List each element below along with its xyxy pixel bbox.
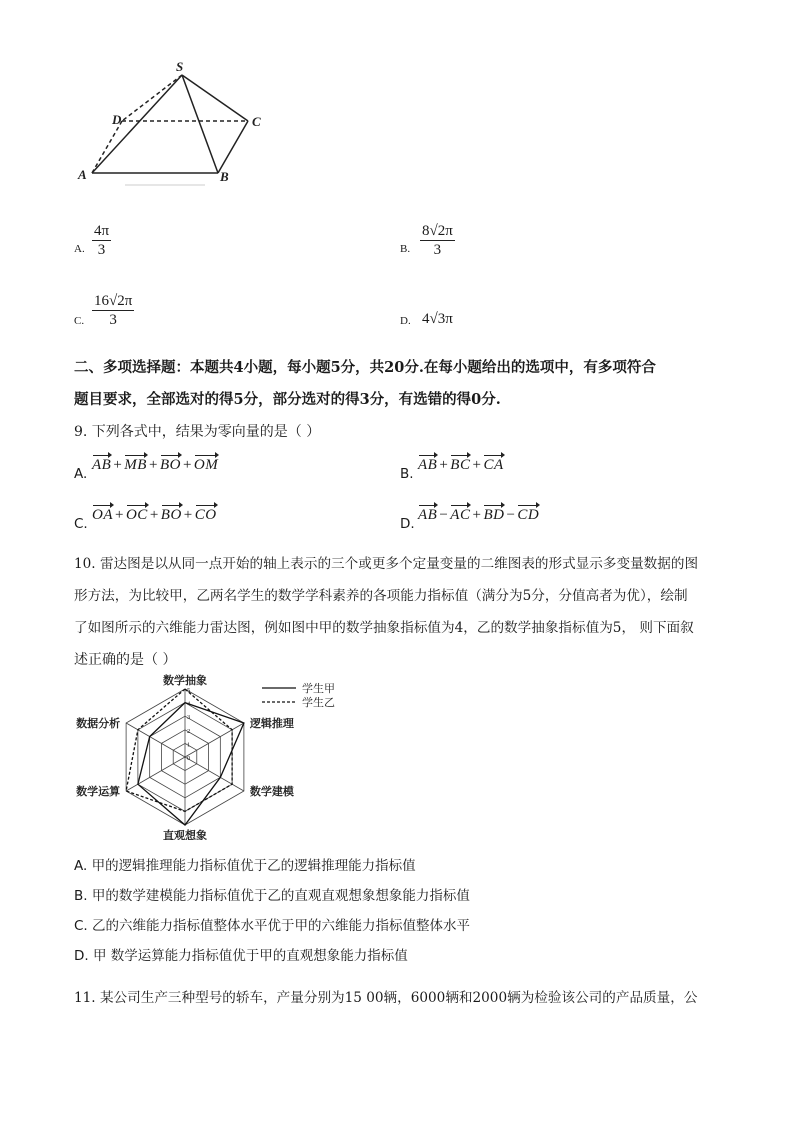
vector-term: CA xyxy=(483,454,503,474)
radar-tick-label: 4 xyxy=(187,700,191,708)
q8-option-a-denominator: 3 xyxy=(97,242,106,258)
vector-term: BD xyxy=(483,504,504,524)
q9-option-b-letter: B. xyxy=(400,466,414,482)
radar-grid xyxy=(126,689,244,825)
vertex-label-C: C xyxy=(252,114,261,129)
edge-SB xyxy=(182,75,218,173)
radar-tick-label: 5 xyxy=(187,687,191,694)
vector-term: CD xyxy=(517,504,539,524)
radar-legend-label: 学生乙 xyxy=(302,696,335,709)
edge-AD xyxy=(92,121,122,173)
q10-line3: 了如图所示的六维能力雷达图，例如图中甲的数学抽象指标值为4，乙的数学抽象指标值为5， 则下面叙 xyxy=(74,620,694,636)
vector-term: OC xyxy=(126,504,148,524)
radar-axis-label: 直观想象 xyxy=(163,829,207,840)
radar-axis-label: 数学抽象 xyxy=(163,674,207,687)
pyramid-figure xyxy=(70,55,290,195)
q8-option-b-numerator: 8√2π xyxy=(422,223,453,239)
q8-option-b-fraction xyxy=(420,222,455,259)
q8-option-c-denominator: 3 xyxy=(109,312,117,328)
radar-tick-label: 0 xyxy=(187,755,191,762)
vertex-label-A: A xyxy=(78,167,87,182)
section-2-heading-line1: 二、多项选择题：本题共4小题，每小题5分，共20分.在每小题给出的选项中，有多项符合 xyxy=(74,359,656,376)
vector-term: CO xyxy=(195,504,217,524)
q10-option-c: C. 乙的六维能力指标值整体水平优于甲的六维能力指标值整体水平 xyxy=(74,918,471,934)
vertex-label-S: S xyxy=(176,59,184,74)
q9-option-a-letter: A. xyxy=(74,466,88,482)
vector-term: BO xyxy=(160,454,181,474)
radar-tick-label: 3 xyxy=(187,714,191,722)
q9-option-d-expression: AB − AC + BD − CD xyxy=(418,504,539,524)
q8-option-c-fraction xyxy=(92,292,134,329)
edge-SA xyxy=(92,75,182,173)
q10-line1: 10. 雷达图是以从同一点开始的轴上表示的三个或更多个定量变量的二维图表的形式显示多变量数据的图 xyxy=(74,556,699,572)
radar-axis-line xyxy=(185,723,244,757)
radar-tick-label: 2 xyxy=(187,727,191,735)
q10-line2: 形方法，为比较甲，乙两名学生的数学学科素养的各项能力指标值（满分为5分，分值高者为优），绘制 xyxy=(74,588,688,604)
vector-term: MB xyxy=(124,454,147,474)
vertex-label-D: D xyxy=(112,112,122,127)
vector-term: AC xyxy=(450,504,470,524)
q8-option-d-letter: D. xyxy=(400,315,411,327)
q10-line4: 述正确的是（ ） xyxy=(74,652,177,668)
q8-option-d-expression: 4√3π xyxy=(422,311,453,327)
radar-legend xyxy=(262,681,335,709)
q10-option-a: A. 甲的逻辑推理能力指标值优于乙的逻辑推理能力指标值 xyxy=(74,858,416,874)
radar-tick-label: 1 xyxy=(187,741,191,749)
q9-option-c-expression: OA + OC + BO + CO xyxy=(92,504,217,524)
q8-option-a-letter: A. xyxy=(74,243,85,255)
vector-term: AB xyxy=(92,454,111,474)
q9-option-d-letter: D. xyxy=(400,516,415,532)
vector-term: BC xyxy=(450,454,470,474)
radar-axis-line xyxy=(126,757,185,791)
q9-option-a-expression: AB + MB + BO + OM xyxy=(92,454,218,474)
q8-option-a-fraction xyxy=(92,222,111,259)
vector-term: OM xyxy=(194,454,218,474)
q8-option-c-letter: C. xyxy=(74,315,85,327)
q8-option-a-numerator: 4π xyxy=(94,223,110,239)
q8-option-b-letter: B. xyxy=(400,243,411,255)
radar-tick-labels xyxy=(187,687,191,762)
vector-term: BO xyxy=(161,504,182,524)
vector-term: AB xyxy=(418,504,437,524)
vector-term: AB xyxy=(418,454,437,474)
q9-option-c-letter: C. xyxy=(74,516,88,532)
q8-option-b-denominator: 3 xyxy=(433,242,442,258)
edge-SD xyxy=(122,75,182,121)
radar-axis-line xyxy=(126,723,185,757)
q8-option-c-numerator: 16√2π xyxy=(94,293,133,309)
radar-axis-label: 数学运算 xyxy=(76,785,121,798)
radar-legend-label: 学生甲 xyxy=(302,682,335,695)
q11-line1: 11. 某公司生产三种型号的轿车，产量分别为15 00辆，6000辆和2000辆为检验该公司的产品质量，公 xyxy=(74,990,698,1006)
radar-axis-label: 数学建模 xyxy=(249,785,294,798)
q10-option-b: B. 甲的数学建模能力指标值优于乙的直观直观想象想象能力指标值 xyxy=(74,888,470,904)
edge-SC xyxy=(182,75,248,121)
vertex-label-B: B xyxy=(220,169,229,184)
section-2-heading-line2: 题目要求，全部选对的得5分，部分选对的得3分，有选错的得0分. xyxy=(74,391,501,408)
vector-term: OA xyxy=(92,504,113,524)
radar-chart xyxy=(70,674,360,840)
radar-axis-label: 逻辑推理 xyxy=(249,717,294,730)
radar-axis-label: 数据分析 xyxy=(76,717,121,730)
q10-option-d: D. 甲 数学运算能力指标值优于甲的直观想象能力指标值 xyxy=(74,948,408,964)
q9-option-b-expression: AB + BC + CA xyxy=(418,454,504,474)
q9-stem: 9. 下列各式中，结果为零向量的是（ ） xyxy=(74,424,321,440)
edge-BC xyxy=(218,121,248,173)
